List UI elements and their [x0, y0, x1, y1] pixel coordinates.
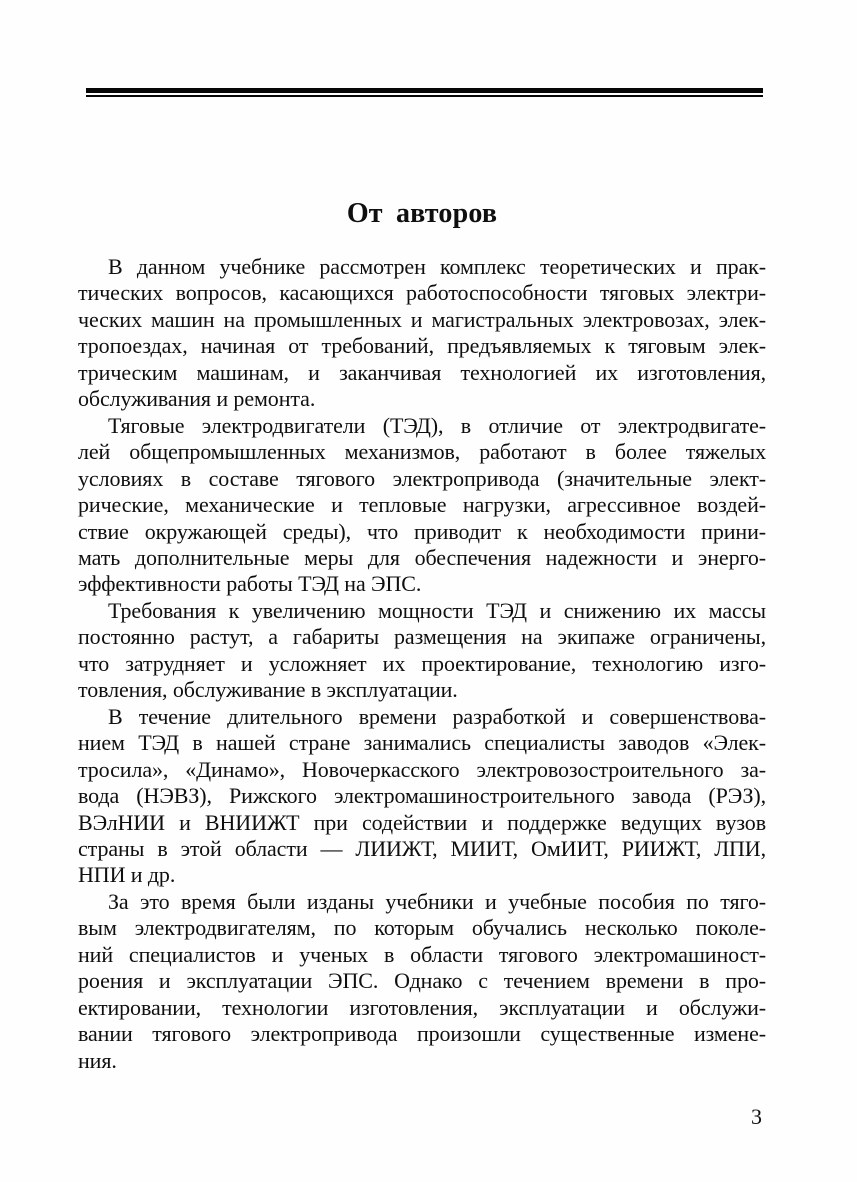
text-line: ектировании, технологии изготовления, эксплуатации и обслужи-	[78, 994, 766, 1020]
text-line: обслуживания и ремонта.	[78, 386, 316, 412]
text-line: тросила», «Динамо», Новочеркасского электровозостроительного за-	[78, 756, 766, 782]
text-line: страны в этой области — ЛИИЖТ, МИИТ, ОмИИТ, РИИЖТ, ЛПИ,	[78, 835, 766, 861]
text-line: ствие окружающей среды), что приводит к необходимости прини-	[78, 518, 766, 544]
text-line: Тяговые электродвигатели (ТЭД), в отличие от электродвигате-	[108, 412, 766, 438]
text-line: нием ТЭД в нашей стране занимались специалисты заводов «Элек-	[78, 730, 766, 756]
body-text	[78, 254, 766, 1074]
text-line: мать дополнительные меры для обеспечения надежности и энерго-	[78, 544, 766, 570]
text-line: товления, обслуживание в эксплуатации.	[78, 677, 458, 703]
text-line: трическим машинам, и заканчивая технологией их изготовления,	[78, 359, 766, 385]
text-line: НПИ и др.	[78, 862, 176, 888]
text-line: За это время были изданы учебники и учебные пособия по тяго-	[108, 888, 766, 914]
text-line: лей общепромышленных механизмов, работают в более тяжелых	[78, 439, 766, 465]
header-double-rule	[86, 88, 763, 97]
text-line: постоянно растут, а габариты размещения на экипаже ограничены,	[78, 624, 766, 650]
page-number: 3	[751, 1104, 762, 1129]
text-line: Требования к увеличению мощности ТЭД и снижению их массы	[108, 597, 766, 623]
text-line: условиях в составе тягового электропривода (значительные элект-	[78, 465, 766, 491]
text-line: вода (НЭВЗ), Рижского электромашиностроительного завода (РЭЗ),	[78, 783, 766, 809]
text-line: тропоездах, начиная от требований, предъявляемых к тяговым элек-	[78, 333, 766, 359]
text-line: ВЭлНИИ и ВНИИЖТ при содействии и поддержке ведущих вузов	[78, 809, 766, 835]
text-line: ний специалистов и ученых в области тягового электромашиност-	[78, 941, 766, 967]
text-line: вании тягового электропривода произошли существенные измене-	[78, 1021, 766, 1047]
text-line: тических вопросов, касающихся работоспособности тяговых электри-	[78, 280, 766, 306]
text-line: роения и эксплуатации ЭПС. Однако с течением времени в про-	[78, 968, 766, 994]
text-line: что затрудняет и усложняет их проектирование, технологию изго-	[78, 650, 766, 676]
text-line: вым электродвигателям, по которым обучались несколько поколе-	[78, 915, 766, 941]
text-line: ния.	[78, 1047, 117, 1073]
text-line: В течение длительного времени разработкой и совершенствова-	[108, 703, 766, 729]
text-line: эффективности работы ТЭД на ЭПС.	[78, 571, 422, 597]
text-line: В данном учебнике рассмотрен комплекс теоретических и прак-	[108, 254, 766, 279]
text-line: ческих машин на промышленных и магистральных электровозах, элек-	[78, 306, 766, 332]
page-title: От авторов	[346, 198, 498, 229]
text-line: рические, механические и тепловые нагрузки, агрессивное воздей-	[78, 492, 766, 518]
